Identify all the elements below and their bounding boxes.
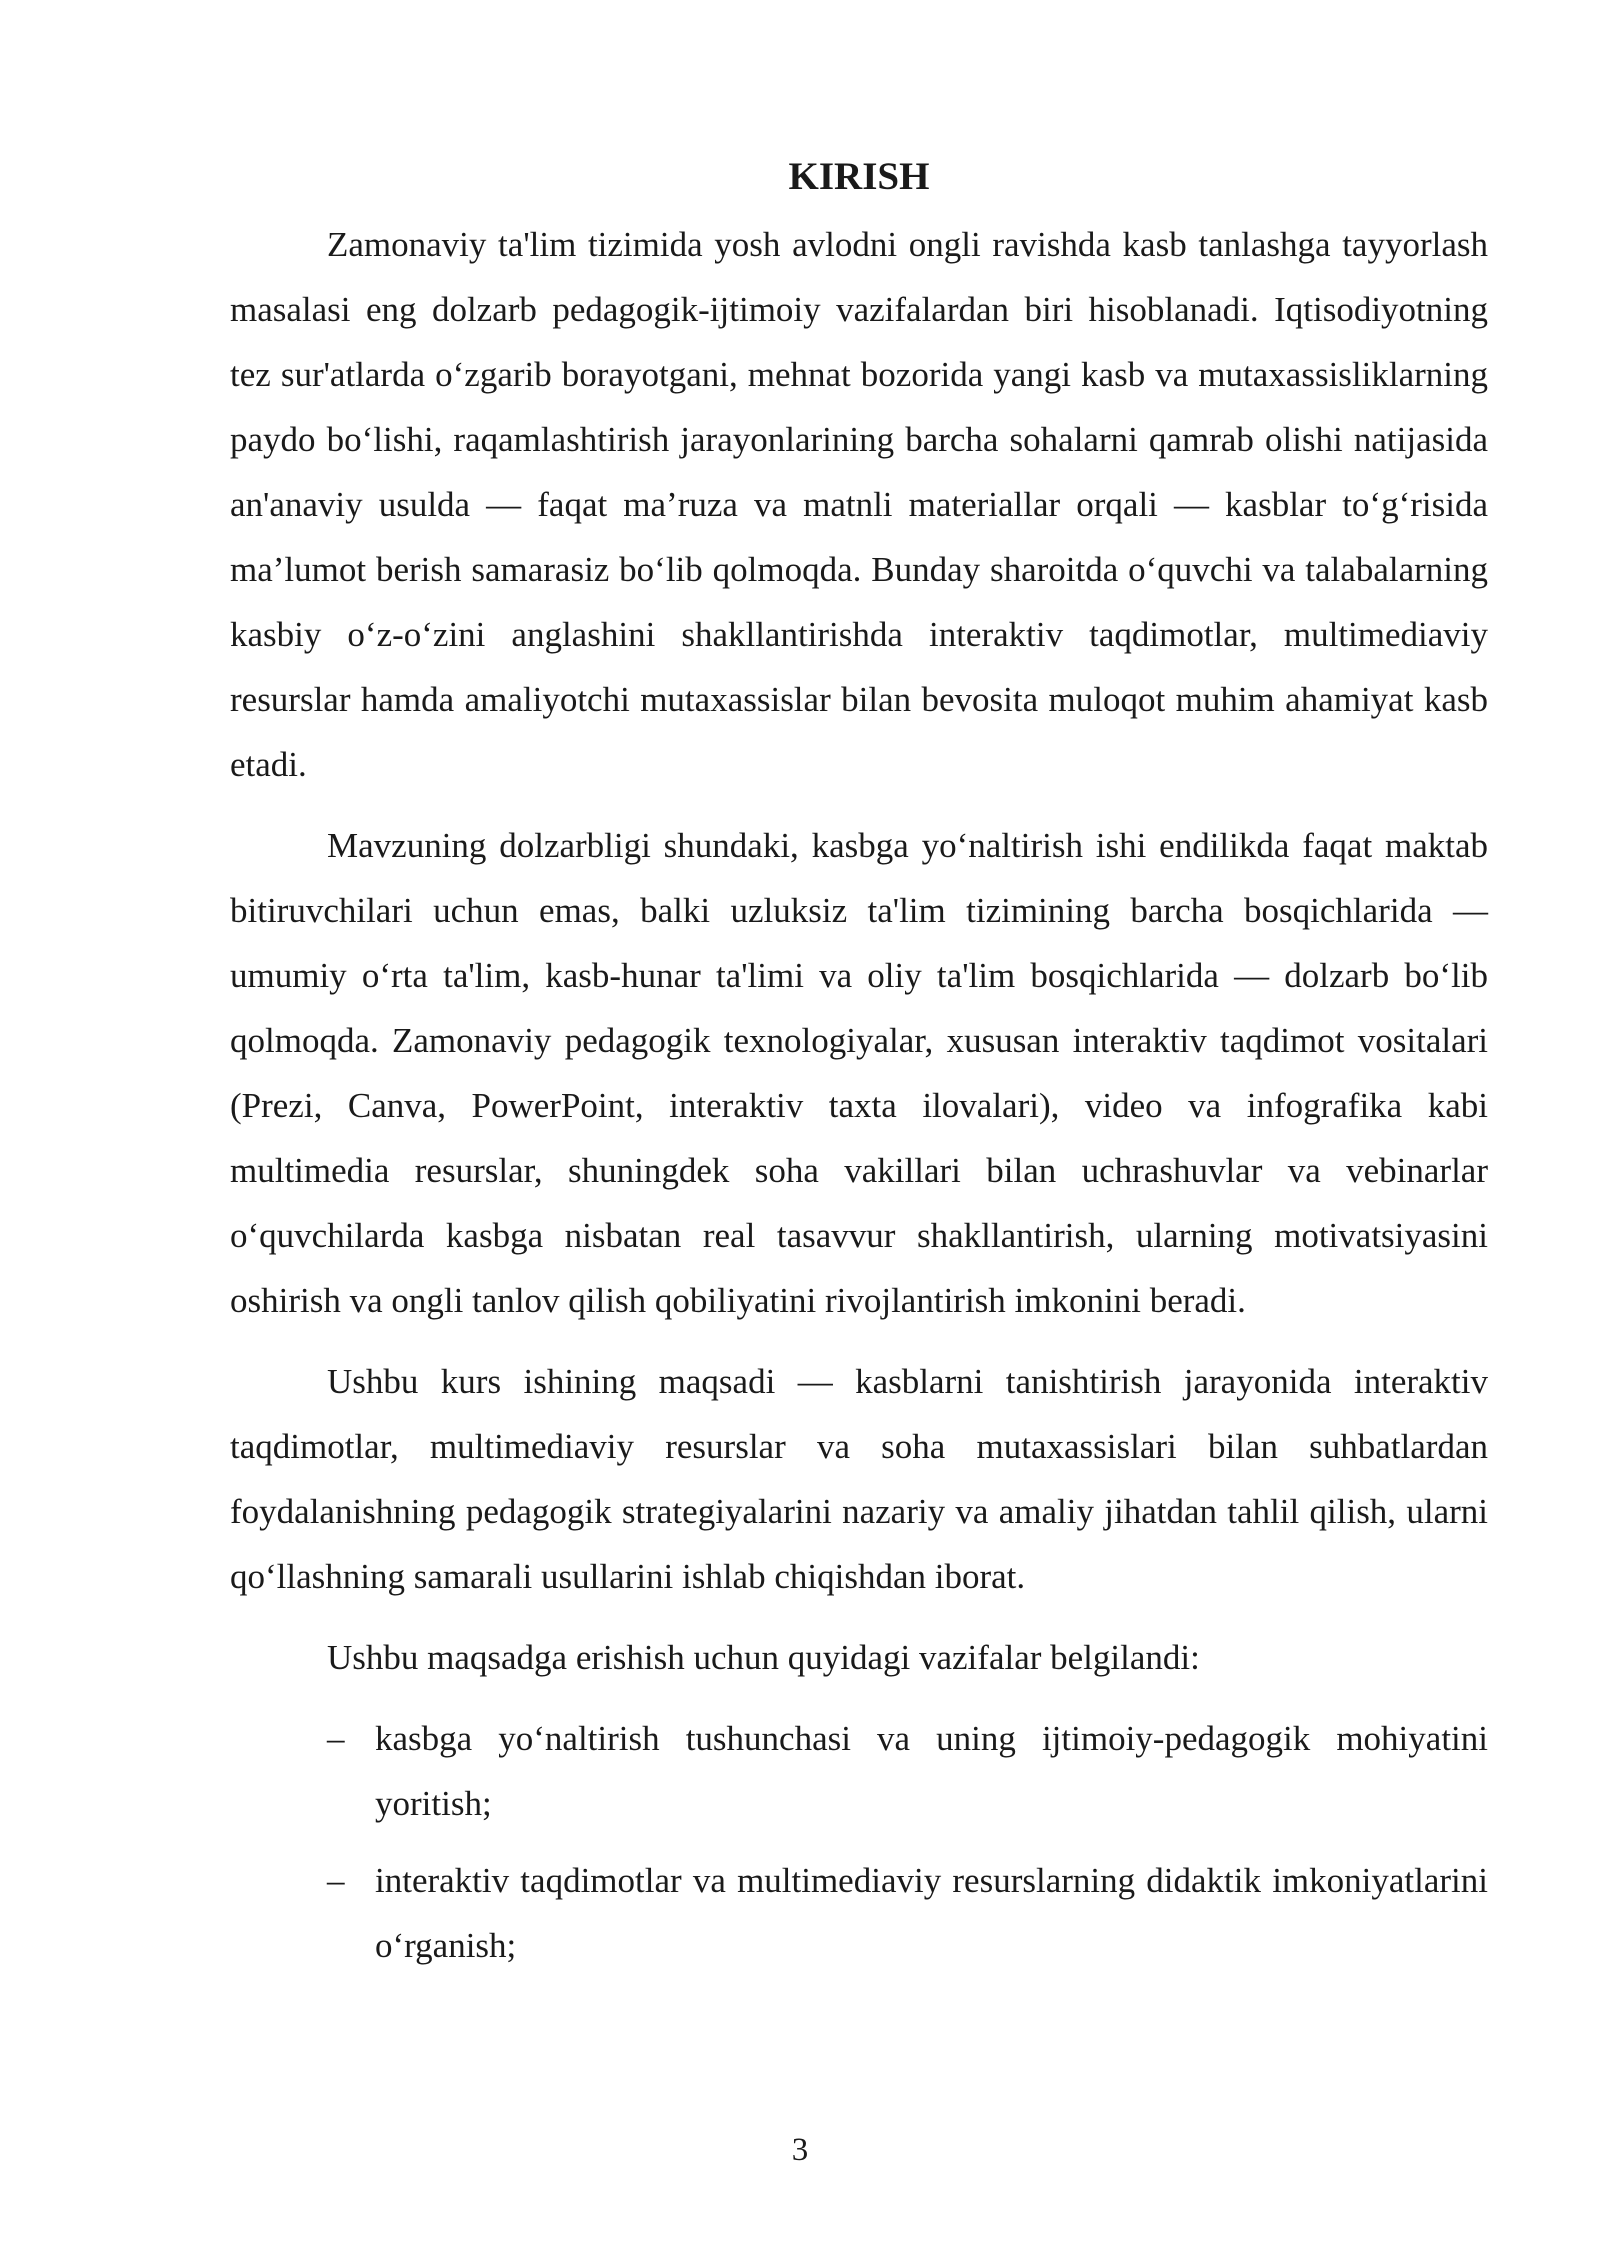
list-dash: – (327, 1861, 345, 1900)
paragraph-goal: Ushbu kurs ishining maqsadi — kasblarni tanishtirish jarayonida interaktiv taqdimotlar, multimediaviy resurslar va soha mutaxassislari bilan suhbatlardan foydalanishning pedagogik strategiyalarini nazariy va amaliy jihatdan tahlil qilish, ularni qo‘llashning samarali usullarini ishlab chiqishdan iborat. (230, 1362, 1488, 1596)
tasks-list (230, 1706, 1488, 1978)
document-page (230, 150, 1488, 1990)
paragraph-relevance: Mavzuning dolzarbligi shundaki, kasbga yo‘naltirish ishi endilikda faqat maktab bitiruvchilari uchun emas, balki uzluksiz ta'lim tizimining barcha bosqichlarida — umumiy o‘rta ta'lim, kasb-hunar ta'limi va oliy ta'lim bosqichlarida — dolzarb bo‘lib qolmoqda. Zamonaviy pedagogik texnologiyalar, xususan interaktiv taqdimot vositalari (Prezi, Canva, PowerPoint, interaktiv taxta ilovalari), video va infografika kabi multimedia resurslar, shuningdek soha vakillari bilan uchrashuvlar va vebinarlar o‘quvchilarda kasbga nisbatan real tasavvur shakllantirish, ularning motivatsiyasini oshirish va ongli tanlov qilish qobiliyatini rivojlantirish imkonini beradi. (230, 826, 1488, 1320)
list-item-text: kasbga yo‘naltirish tushunchasi va uning ijtimoiy-pedagogik mohiyatini yoritish; (375, 1719, 1488, 1823)
section-title: KIRISH (788, 155, 930, 198)
page-number: 3 (791, 2132, 809, 2168)
paragraph-intro: Zamonaviy ta'lim tizimida yosh avlodni ongli ravishda kasb tanlashga tayyorlash masalasi eng dolzarb pedagogik-ijtimoiy vazifalardan biri hisoblanadi. Iqtisodiyotning tez sur'atlarda o‘zgarib borayotgani, mehnat bozorida yangi kasb va mutaxassisliklarning paydo bo‘lishi, raqamlashtirish jarayonlarining barcha sohalarni qamrab olishi natijasida an'anaviy usulda — faqat ma’ruza va matnli materiallar orqali — kasblar to‘g‘risida ma’lumot berish samarasiz bo‘lib qolmoqda. Bunday sharoitda o‘quvchi va talabalarning kasbiy o‘z-o‘zini anglashini shakllantirishda interaktiv taqdimotlar, multimediaviy resurslar hamda amaliyotchi mutaxassislar bilan bevosita muloqot muhim ahamiyat kasb etadi. (230, 225, 1488, 784)
list-item (230, 1706, 1488, 1836)
list-item-text: interaktiv taqdimotlar va multimediaviy resurslarning didaktik imkoniyatlarini o‘rganish; (375, 1861, 1488, 1965)
list-dash: – (327, 1719, 345, 1758)
list-item (230, 1848, 1488, 1978)
paragraph-tasks-intro: Ushbu maqsadga erishish uchun quyidagi vazifalar belgilandi: (327, 1638, 1200, 1677)
